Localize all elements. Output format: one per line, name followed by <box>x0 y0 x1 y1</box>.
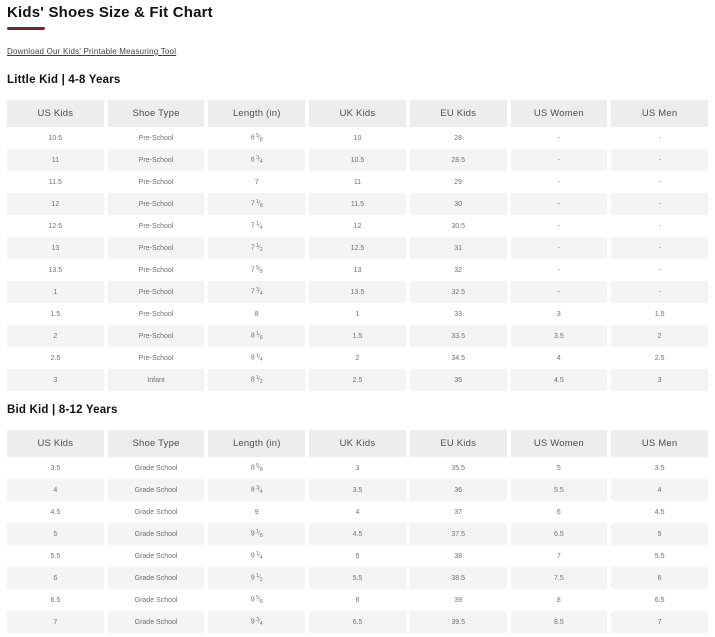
table-cell: 8 $^3⁄_4$ <box>208 479 305 501</box>
column-header: US Men <box>611 100 708 127</box>
table-cell: 6 <box>309 589 406 611</box>
column-header: US Kids <box>7 430 104 457</box>
table-cell: 28.5 <box>410 149 507 171</box>
page-title: Kids' Shoes Size & Fit Chart <box>7 4 213 21</box>
table-cell: 9 $^3⁄_4$ <box>208 611 305 633</box>
table-cell: Pre-School <box>108 325 205 347</box>
table-cell: 30 <box>410 193 507 215</box>
table-cell: 6 <box>511 501 608 523</box>
table-cell: 1 <box>7 281 104 303</box>
table-cell: Pre-School <box>108 171 205 193</box>
table-cell: 10 <box>309 127 406 149</box>
table-cell: 36 <box>410 479 507 501</box>
table-cell: 2.5 <box>309 369 406 391</box>
table-cell: 4.5 <box>309 523 406 545</box>
table-cell: Pre-School <box>108 127 205 149</box>
table-cell: 3 <box>611 369 708 391</box>
table-cell: Grade School <box>108 567 205 589</box>
table-cell: Pre-School <box>108 215 205 237</box>
column-header: US Women <box>511 430 608 457</box>
table-cell: 32.5 <box>410 281 507 303</box>
table-cell: 7 $^1⁄_4$ <box>208 215 305 237</box>
table-cell: - <box>611 171 708 193</box>
table-cell: 8.5 <box>511 611 608 633</box>
table-cell: 33 <box>410 303 507 325</box>
table-cell: 11.5 <box>309 193 406 215</box>
table-cell: Pre-School <box>108 149 205 171</box>
table-cell: 9 <box>208 501 305 523</box>
column-header: Shoe Type <box>108 430 205 457</box>
table-cell: 6.5 <box>7 589 104 611</box>
table-header <box>7 430 708 457</box>
table-cell: 8 <box>208 303 305 325</box>
table-cell: 29 <box>410 171 507 193</box>
table-cell: 12 <box>7 193 104 215</box>
table-cell: 2 <box>309 347 406 369</box>
table-row <box>7 325 708 347</box>
table-row <box>7 215 708 237</box>
table-cell: 7 $^3⁄_4$ <box>208 281 305 303</box>
table-cell: Pre-School <box>108 193 205 215</box>
table-cell: 39.5 <box>410 611 507 633</box>
table-cell: 3 <box>7 369 104 391</box>
column-header: US Kids <box>7 100 104 127</box>
table-cell: 4.5 <box>7 501 104 523</box>
table-cell: Grade School <box>108 457 205 479</box>
table-cell: 33.5 <box>410 325 507 347</box>
table-row <box>7 589 708 611</box>
table-cell: 9 $^5⁄_8$ <box>208 589 305 611</box>
table-cell: 5 <box>7 523 104 545</box>
table-cell: - <box>511 193 608 215</box>
table-cell: 5.5 <box>511 479 608 501</box>
table-cell: 6 <box>7 567 104 589</box>
table-row <box>7 259 708 281</box>
table-cell: 7 <box>208 171 305 193</box>
table-cell: 7 $^5⁄_8$ <box>208 259 305 281</box>
table-cell: 9 $^1⁄_2$ <box>208 567 305 589</box>
table-cell: 3 <box>511 303 608 325</box>
title-accent-underline <box>7 27 45 30</box>
table-cell: 13.5 <box>7 259 104 281</box>
table-header <box>7 100 708 127</box>
table-cell: - <box>611 259 708 281</box>
table-cell: Pre-School <box>108 237 205 259</box>
table-cell: 4 <box>511 347 608 369</box>
table-cell: 32 <box>410 259 507 281</box>
table-cell: 7 <box>7 611 104 633</box>
table-row <box>7 545 708 567</box>
table-cell: - <box>611 237 708 259</box>
table-row <box>7 369 708 391</box>
table-cell: 3.5 <box>309 479 406 501</box>
table-row <box>7 501 708 523</box>
table-row <box>7 611 708 633</box>
table-cell: 1.5 <box>7 303 104 325</box>
table-cell: 38.5 <box>410 567 507 589</box>
table-cell: Grade School <box>108 501 205 523</box>
table-cell: - <box>511 149 608 171</box>
table-row <box>7 281 708 303</box>
table-cell: Grade School <box>108 523 205 545</box>
table-cell: 37 <box>410 501 507 523</box>
table-cell: 37.5 <box>410 523 507 545</box>
table-row <box>7 193 708 215</box>
table-cell: - <box>511 281 608 303</box>
table-cell: 4.5 <box>611 501 708 523</box>
column-header: US Men <box>611 430 708 457</box>
table-cell: 35 <box>410 369 507 391</box>
table-row <box>7 523 708 545</box>
table-cell: 3.5 <box>511 325 608 347</box>
table-cell: 5 <box>309 545 406 567</box>
table-cell: 3.5 <box>611 457 708 479</box>
table-cell: 5.5 <box>611 545 708 567</box>
table-cell: - <box>511 127 608 149</box>
table-cell: 4 <box>611 479 708 501</box>
table-row <box>7 479 708 501</box>
table-cell: 6.5 <box>309 611 406 633</box>
table-cell: - <box>511 215 608 237</box>
table-cell: 9 $^1⁄_8$ <box>208 523 305 545</box>
table-cell: Grade School <box>108 545 205 567</box>
table-row <box>7 457 708 479</box>
table-cell: Grade School <box>108 479 205 501</box>
table-cell: Pre-School <box>108 303 205 325</box>
table-cell: 6 $^3⁄_4$ <box>208 149 305 171</box>
table-cell: 6 <box>611 567 708 589</box>
table-cell: 11 <box>309 171 406 193</box>
table-cell: 34.5 <box>410 347 507 369</box>
table-cell: Pre-School <box>108 281 205 303</box>
table-cell: Pre-School <box>108 347 205 369</box>
table-cell: 7 $^1⁄_2$ <box>208 237 305 259</box>
column-header: UK Kids <box>309 430 406 457</box>
table-cell: Infant <box>108 369 205 391</box>
table-cell: 4 <box>7 479 104 501</box>
table-cell: 7 <box>511 545 608 567</box>
table-cell: - <box>611 215 708 237</box>
table-cell: 8 $^1⁄_2$ <box>208 369 305 391</box>
table-body <box>7 127 708 391</box>
table-cell: 6 $^5⁄_8$ <box>208 127 305 149</box>
table-cell: 1.5 <box>611 303 708 325</box>
table-cell: Pre-School <box>108 259 205 281</box>
table-cell: 1.5 <box>309 325 406 347</box>
table-cell: - <box>511 259 608 281</box>
table-cell: 8 <box>511 589 608 611</box>
column-header: EU Kids <box>410 430 507 457</box>
table-cell: 8 $^1⁄_8$ <box>208 325 305 347</box>
table-cell: 10.5 <box>309 149 406 171</box>
table-cell: 28 <box>410 127 507 149</box>
table-row <box>7 347 708 369</box>
table-cell: 2 <box>7 325 104 347</box>
table-header-row <box>7 430 708 457</box>
table-cell: 2 <box>611 325 708 347</box>
little-kid-size-table <box>3 100 712 391</box>
table-cell: 11 <box>7 149 104 171</box>
table-cell: - <box>611 281 708 303</box>
table-cell: 7 <box>611 611 708 633</box>
table-cell: 35.5 <box>410 457 507 479</box>
column-header: EU Kids <box>410 100 507 127</box>
table-cell: 3.5 <box>7 457 104 479</box>
table-cell: 13 <box>7 237 104 259</box>
table-cell: 2.5 <box>611 347 708 369</box>
table-cell: 13 <box>309 259 406 281</box>
table-cell: 6.5 <box>511 523 608 545</box>
table-row <box>7 567 708 589</box>
table-cell: - <box>511 237 608 259</box>
table-row <box>7 127 708 149</box>
table-cell: - <box>611 149 708 171</box>
table-cell: 12 <box>309 215 406 237</box>
download-measuring-tool-link[interactable]: Download Our Kids' Printable Measuring Tool <box>7 47 177 56</box>
column-header: Length (in) <box>208 430 305 457</box>
table-cell: 2.5 <box>7 347 104 369</box>
table-body <box>7 457 708 633</box>
table-cell: Grade School <box>108 611 205 633</box>
table-cell: 4.5 <box>511 369 608 391</box>
table-cell: - <box>611 127 708 149</box>
table-cell: 5 <box>611 523 708 545</box>
table-cell: 3 <box>309 457 406 479</box>
table-cell: 6.5 <box>611 589 708 611</box>
column-header: UK Kids <box>309 100 406 127</box>
table-cell: 10.5 <box>7 127 104 149</box>
table-cell: 5 <box>511 457 608 479</box>
table-cell: 4 <box>309 501 406 523</box>
table-cell: 7 $^1⁄_8$ <box>208 193 305 215</box>
section-heading-big-kid: Bid Kid | 8-12 Years <box>7 404 118 416</box>
table-cell: 39 <box>410 589 507 611</box>
column-header: US Women <box>511 100 608 127</box>
table-cell: 9 $^1⁄_4$ <box>208 545 305 567</box>
table-row <box>7 237 708 259</box>
table-cell: 12.5 <box>309 237 406 259</box>
table-row <box>7 171 708 193</box>
table-cell: 30.5 <box>410 215 507 237</box>
table-cell: 8 $^5⁄_8$ <box>208 457 305 479</box>
column-header: Length (in) <box>208 100 305 127</box>
table-cell: 8 $^1⁄_4$ <box>208 347 305 369</box>
table-cell: 7.5 <box>511 567 608 589</box>
table-row <box>7 149 708 171</box>
table-cell: 13.5 <box>309 281 406 303</box>
table-cell: 1 <box>309 303 406 325</box>
table-cell: 5.5 <box>309 567 406 589</box>
table-row <box>7 303 708 325</box>
table-cell: 11.5 <box>7 171 104 193</box>
table-header-row <box>7 100 708 127</box>
table-cell: 5.5 <box>7 545 104 567</box>
column-header: Shoe Type <box>108 100 205 127</box>
table-cell: 12.5 <box>7 215 104 237</box>
table-cell: - <box>611 193 708 215</box>
table-cell: 31 <box>410 237 507 259</box>
big-kid-size-table <box>3 430 712 633</box>
table-cell: 38 <box>410 545 507 567</box>
section-heading-little-kid: Little Kid | 4-8 Years <box>7 74 121 86</box>
table-cell: - <box>511 171 608 193</box>
table-cell: Grade School <box>108 589 205 611</box>
